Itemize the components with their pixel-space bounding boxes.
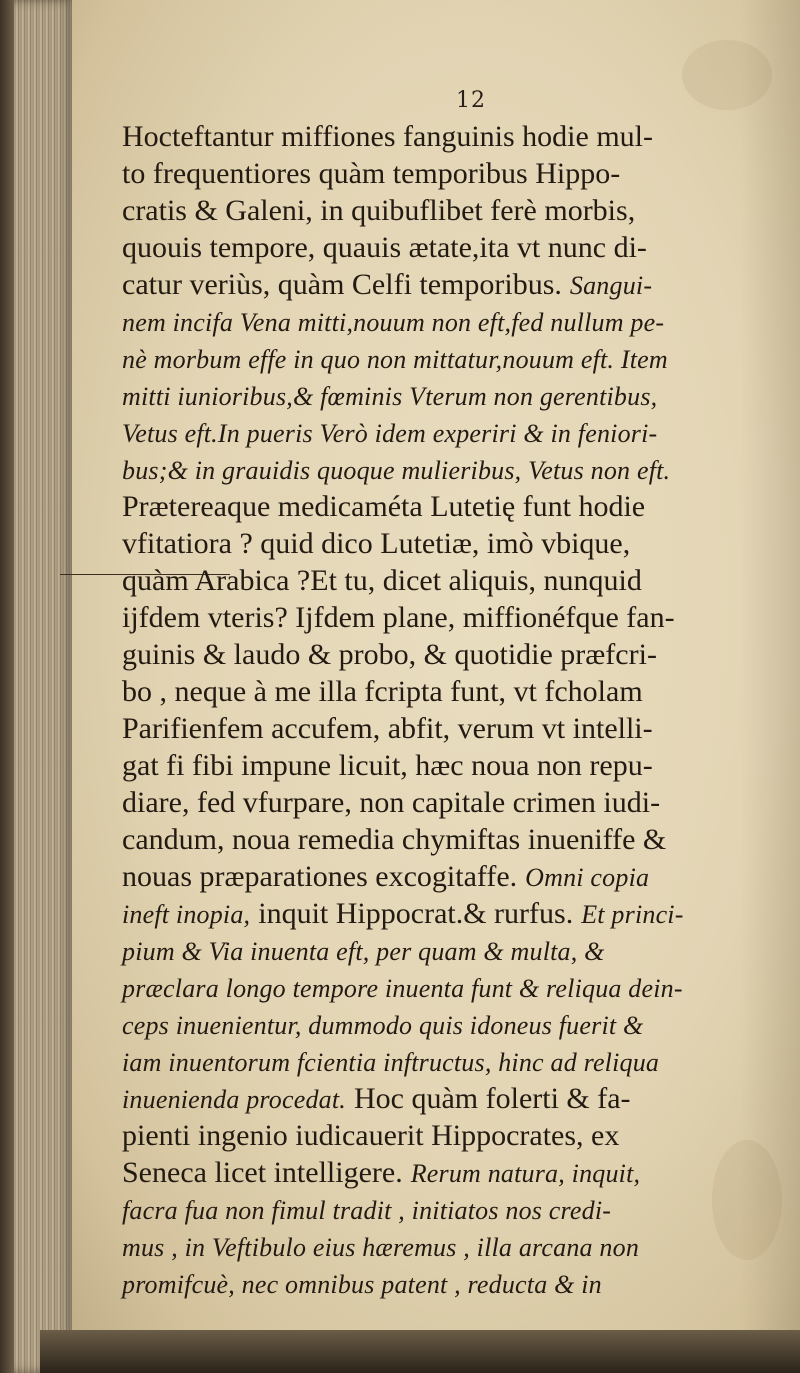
italic-text: facra fua non fimul tradit , initiatos nos credi- [122, 1196, 612, 1225]
roman-text: Prætereaque medicaméta Lutetię funt hodie [122, 490, 646, 523]
text-line [122, 821, 762, 858]
text-line-content [122, 229, 647, 266]
text-line-content [122, 673, 643, 710]
text-line [122, 118, 762, 155]
italic-text: Et princi- [581, 900, 684, 929]
page-number: 12 [456, 88, 486, 113]
text-line-content [122, 747, 653, 784]
text-line [122, 155, 762, 192]
text-line-content [122, 266, 652, 303]
text-line [122, 377, 762, 414]
text-line-content [122, 155, 620, 192]
italic-text: promifcuè, nec omnibus patent , reducta & in [122, 1270, 602, 1299]
roman-text: Hoc quàm folerti & fa- [353, 1082, 631, 1115]
italic-text: iam inuentorum fcientia inftructus, hinc ad reliqua [122, 1048, 660, 1077]
roman-text: inquit Hippocrat.& rurfus. [258, 897, 574, 930]
text-line [122, 1191, 762, 1228]
roman-text: quouis tempore, quauis ætate,ita vt nunc di- [122, 231, 647, 264]
roman-text: diare, fed vfurpare, non capitale crimen iudi- [122, 786, 661, 819]
text-line-content [122, 192, 635, 229]
text-line [122, 932, 762, 969]
italic-text: Rerum natura, inquit, [410, 1159, 641, 1188]
text-line-content [122, 488, 645, 525]
roman-text: vfitatiora ? quid dico Lutetiæ, imò vbique, [122, 527, 631, 560]
text-line-content [122, 525, 630, 562]
text-line [122, 266, 762, 303]
text-line [122, 229, 762, 266]
italic-text: nem incifa Vena mitti,nouum non eft,fed nullum pe- [122, 308, 665, 337]
text-line [122, 784, 762, 821]
roman-text: catur veriùs, quàm Celfi temporibus. [122, 268, 562, 301]
italic-text: ineft inopia, [122, 900, 251, 929]
text-line-content [122, 377, 657, 414]
text-line [122, 710, 762, 747]
text-line-content [122, 858, 649, 895]
text-line [122, 969, 762, 1006]
italic-text: mitti iunioribus,& fœminis Vterum non gerentibus, [122, 382, 658, 411]
roman-text: Parifienfem accufem, abfit, verum vt intelli- [122, 712, 653, 745]
roman-text: candum, noua remedia chymiftas inueniffe & [122, 823, 667, 856]
text-line [122, 1043, 762, 1080]
text-line-content [122, 1080, 631, 1117]
text-line-content [122, 1228, 639, 1265]
text-line-content [122, 340, 668, 377]
roman-text: to frequentiores quàm temporibus Hippo- [122, 157, 621, 190]
italic-text: pium & Via inuenta eft, per quam & multa, & [122, 937, 605, 966]
italic-text: Omni copia [525, 863, 650, 892]
text-line-content [122, 118, 653, 155]
text-line-content [122, 1191, 611, 1228]
text-line [122, 895, 762, 932]
roman-text: Hocteftantur miffiones fanguinis hodie mul- [122, 120, 653, 153]
text-line-content [122, 1117, 619, 1154]
text-line [122, 747, 762, 784]
text-line [122, 636, 762, 673]
text-line [122, 1154, 762, 1191]
text-line-content [122, 1154, 640, 1191]
text-line [122, 303, 762, 340]
roman-text: gat fi fibi impune licuit, hæc noua non repu- [122, 749, 653, 782]
italic-text: Vetus eft.In pueris Verò idem experiri & in feniori- [122, 419, 658, 448]
text-line-content [122, 710, 653, 747]
text-line-content [122, 636, 657, 673]
roman-text: bo , neque à me illa fcripta funt, vt fcholam [122, 675, 643, 708]
text-line [122, 451, 762, 488]
text-line-content [122, 1043, 659, 1080]
text-line [122, 192, 762, 229]
text-line [122, 414, 762, 451]
roman-text: guinis & laudo & probo, & quotidie præfcri- [122, 638, 657, 671]
text-line-content [122, 599, 675, 636]
text-line-content [122, 932, 605, 969]
text-line [122, 1006, 762, 1043]
text-line [122, 562, 762, 599]
text-line [122, 1228, 762, 1265]
text-line-content [122, 451, 670, 488]
text-line [122, 340, 762, 377]
text-line-content [122, 303, 664, 340]
text-line [122, 1265, 762, 1302]
text-line-content [122, 821, 666, 858]
text-line [122, 673, 762, 710]
text-line [122, 525, 762, 562]
roman-text: quàm Arabica ?Et tu, dicet aliquis, nunquid [122, 564, 642, 597]
text-line [122, 1080, 762, 1117]
roman-text: cratis & Galeni, in quibuflibet ferè morbis, [122, 194, 636, 227]
text-line-content [122, 414, 657, 451]
text-line-content [122, 562, 642, 599]
italic-text: Sangui- [569, 271, 653, 300]
italic-text: inuenienda procedat. [122, 1085, 346, 1114]
book-bottom-edge [40, 1330, 800, 1373]
italic-text: mus , in Veftibulo eius hæremus , illa arcana non [122, 1233, 640, 1262]
text-line-content [122, 969, 683, 1006]
italic-text: nè morbum effe in quo non mittatur,nouum eft. Item [122, 345, 668, 374]
italic-text: bus;& in grauidis quoque mulieribus, Vetus non eft. [122, 456, 671, 485]
text-line-content [122, 1265, 602, 1302]
text-line [122, 599, 762, 636]
roman-text: pienti ingenio iudicauerit Hippocrates, ex [122, 1119, 620, 1152]
roman-text: Seneca licet intelligere. [122, 1156, 403, 1189]
paper-stain [682, 40, 772, 110]
text-line [122, 1117, 762, 1154]
text-line-content [122, 784, 660, 821]
text-line-content [122, 895, 684, 932]
text-line-content [122, 1006, 643, 1043]
roman-text: nouas præparationes excogitaffe. [122, 860, 518, 893]
italic-text: præclara longo tempore inuenta funt & reliqua dein- [122, 974, 683, 1003]
roman-text: ijfdem vteris? Ijfdem plane, miffionéfque fan- [122, 601, 675, 634]
text-line [122, 858, 762, 895]
body-text [122, 118, 762, 1302]
text-line [122, 488, 762, 525]
italic-text: ceps inuenientur, dummodo quis idoneus fuerit & [122, 1011, 644, 1040]
